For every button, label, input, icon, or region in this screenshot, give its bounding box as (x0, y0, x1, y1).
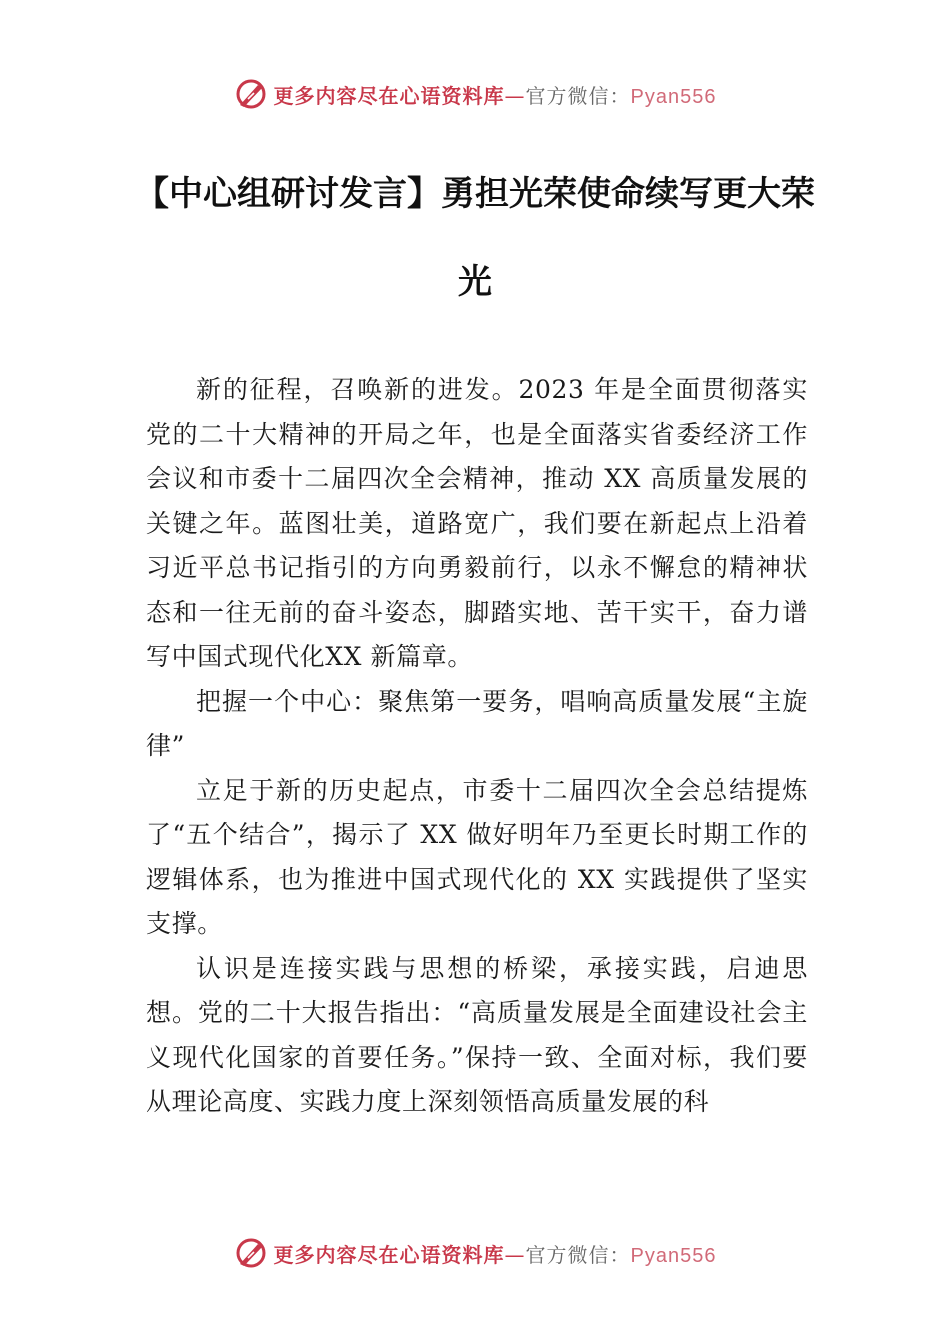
banner-wechat-label: 官方微信： (525, 1242, 631, 1267)
banner-text (274, 1239, 717, 1268)
header-banner (0, 72, 950, 116)
banner-dash: — (504, 1242, 526, 1267)
paragraph: 认识是连接实践与思想的桥梁，承接实践，启迪思想。党的二十大报告指出：“高质量发展是全面建设社会主义现代化国家的首要任务。”保持一致、全面对标，我们要从理论高度、实践力度上深刻领悟高质量发展的科 (146, 953, 808, 1116)
document-body (146, 368, 808, 1125)
banner-brand: 更多内容尽在心语资料库 (273, 83, 505, 108)
pen-logo-icon (234, 77, 268, 111)
banner-dash: — (504, 83, 526, 108)
banner-wechat-handle: Pyan556 (630, 85, 717, 108)
paragraph: 立足于新的历史起点，市委十二届四次全会总结提炼了“五个结合”，揭示了 XX 做好明年乃至更长时期工作的逻辑体系，也为推进中国式现代化的 XX 实践提供了坚实支撑。 (146, 775, 808, 938)
section-heading: 把握一个中心：聚焦第一要务，唱响高质量发展“主旋律” (146, 686, 808, 760)
banner-wechat-handle: Pyan556 (630, 1244, 717, 1267)
banner-wechat-label: 官方微信： (525, 83, 631, 108)
pen-logo-icon (234, 1236, 268, 1270)
page-title: 【中心组研讨发言】勇担光荣使命续写更大荣光 (135, 174, 815, 302)
footer-banner (0, 1231, 950, 1275)
paragraph: 新的征程，召唤新的进发。2023 年是全面贯彻落实党的二十大精神的开局之年，也是全面落实省委经济工作会议和市委十二届四次全会精神，推动 XX 高质量发展的关键之年。蓝图壮美，道路宽广，我们要在新起点上沿着习近平总书记指引的方向勇毅前行，以永不懈怠的精神状态和一往无前的奋斗姿态，脚踏实地、苦干实干，奋力谱写中国式现代化XX 新篇章。 (146, 375, 808, 671)
banner-text (274, 80, 717, 109)
banner-brand: 更多内容尽在心语资料库 (273, 1242, 505, 1267)
